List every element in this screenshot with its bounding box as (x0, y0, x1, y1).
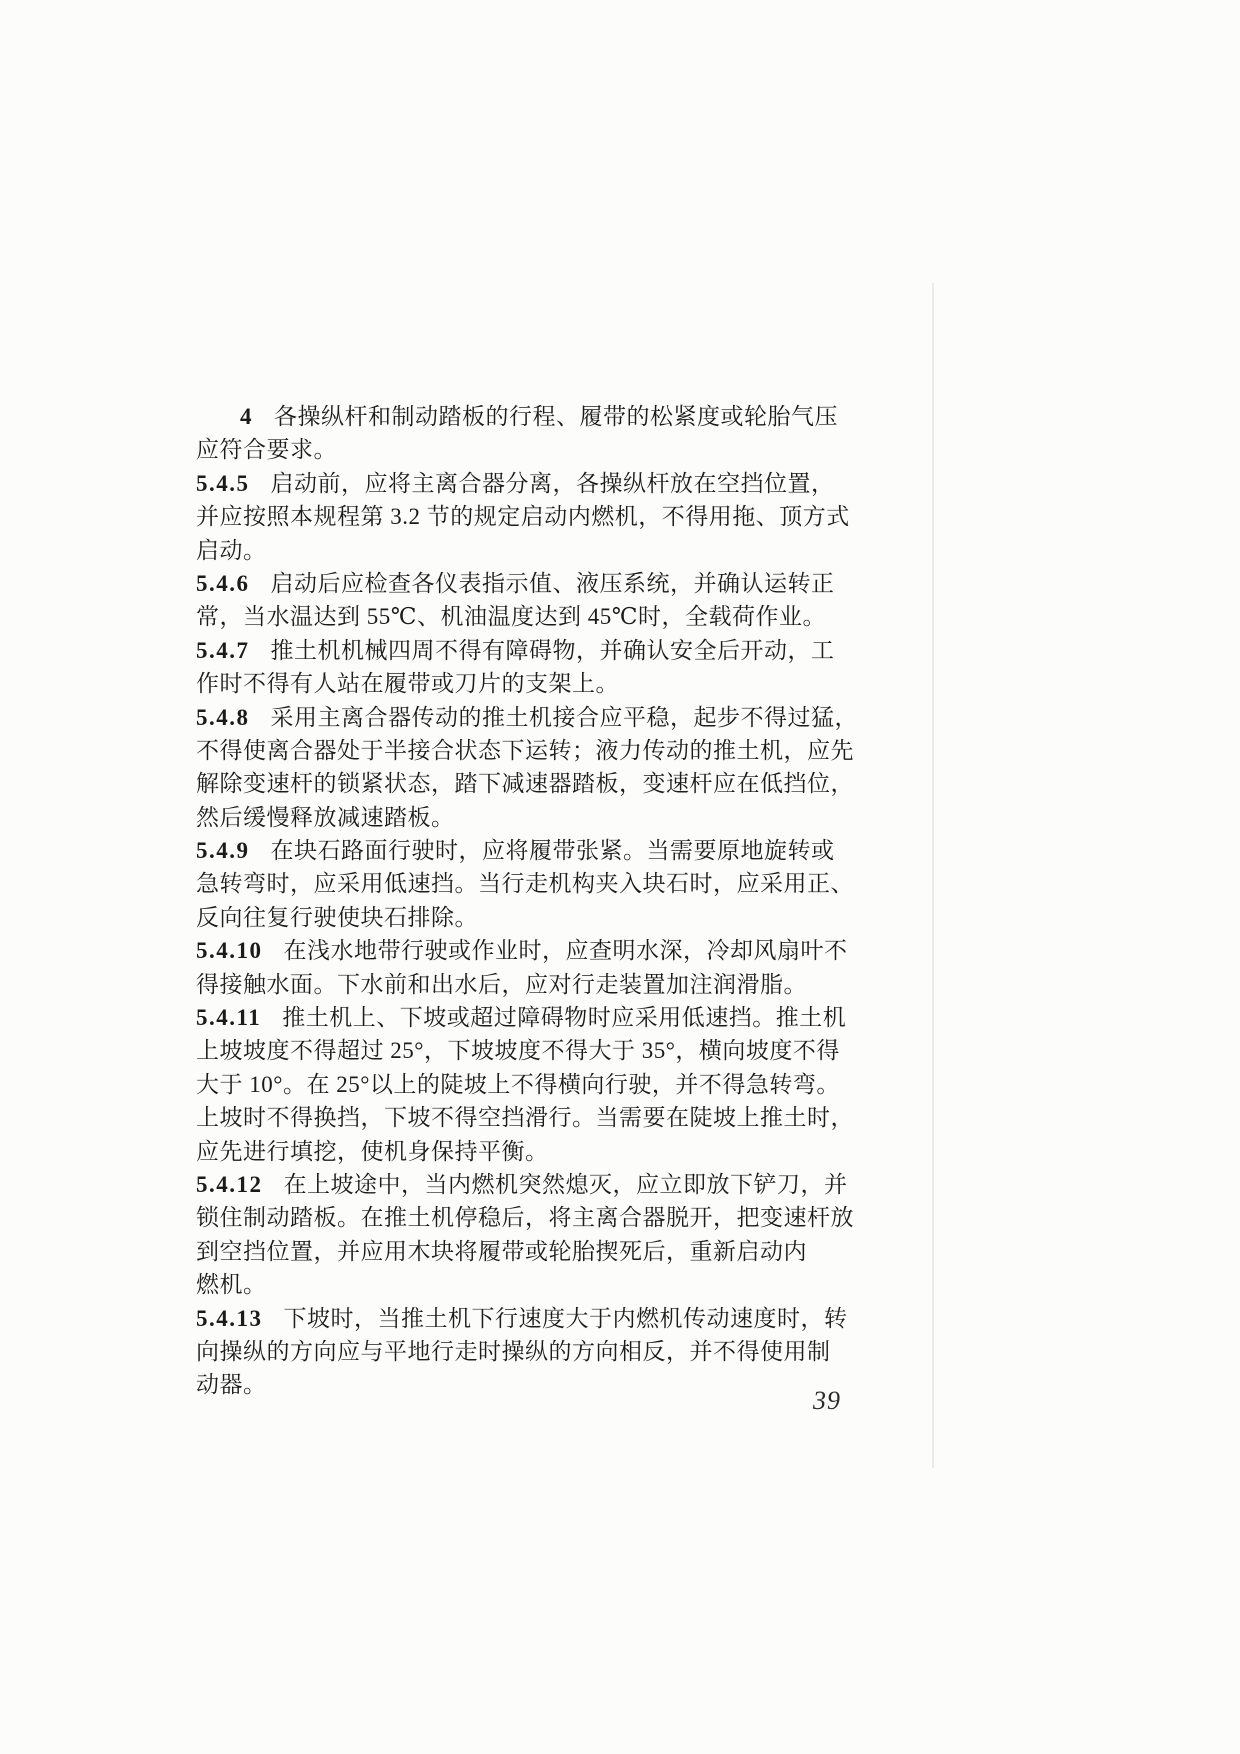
text-line (196, 534, 836, 567)
text-line (196, 1368, 836, 1401)
line-text: 各操纵杆和制动踏板的行程、履带的松紧度或轮胎气压 (274, 404, 838, 429)
clause-line (196, 467, 836, 500)
clause-number: 5.4.9 (196, 838, 250, 864)
text-line (196, 433, 836, 466)
line-text: 大于 10°。在 25°以上的陡坡上不得横向行驶，并不得急转弯。 (196, 1071, 840, 1097)
line-text: 上坡坡度不得超过 25°，下坡坡度不得大于 35°，横向坡度不得 (196, 1038, 840, 1064)
text-line (196, 1068, 840, 1101)
line-text: 得接触水面。下水前和出水后，应对行走装置加注润滑脂。 (196, 971, 807, 997)
clause-number: 5.4.11 (196, 1005, 262, 1031)
line-text: 启动。 (196, 537, 267, 563)
clause-line (196, 1302, 848, 1335)
text-line (196, 1101, 854, 1134)
line-text: 燃机。 (196, 1272, 267, 1298)
line-text: 在块石路面行驶时，应将履带张紧。当需要原地旋转或 (270, 838, 835, 864)
line-text: 推土机上、下坡或超过障碍物时应采用低速挡。推土机 (282, 1005, 847, 1031)
clause-line (196, 1168, 848, 1201)
line-text: 启动前，应将主离合器分离，各操纵杆放在空挡位置， (270, 470, 835, 496)
line-text: 在上坡途中，当内燃机突然熄灭，应立即放下铲刀，并 (283, 1171, 848, 1197)
text-line (196, 600, 836, 633)
clause-number: 5.4.6 (196, 570, 250, 596)
text-line (196, 1135, 836, 1168)
line-text: 常，当水温达到 55℃、机油温度达到 45℃时，全载荷作业。 (196, 604, 826, 630)
line-text: 不得使离合器处于半接合状态下运转；液力传动的推土机，应先 (196, 737, 854, 763)
text-line (196, 667, 836, 700)
line-text: 采用主离合器传动的推土机接合应平稳，起步不得过猛， (270, 704, 858, 730)
line-text: 然后缓慢释放减速踏板。 (196, 804, 455, 830)
line-text: 向操纵的方向应与平地行走时操纵的方向相反，并不得使用制 (196, 1338, 831, 1364)
text-line (196, 901, 836, 934)
line-text: 应先进行填挖，使机身保持平衡。 (196, 1138, 549, 1164)
text-line (196, 500, 850, 533)
text-line (196, 801, 836, 834)
scan-edge-line (932, 283, 934, 1468)
clause-number: 5.4.10 (196, 938, 263, 964)
clause-line (196, 1001, 847, 1034)
line-text: 作时不得有人站在履带或刀片的支架上。 (196, 671, 619, 697)
clause-line (196, 934, 848, 967)
text-line (196, 734, 854, 767)
clause-line (196, 701, 858, 734)
clause-line (196, 400, 836, 433)
text-line (196, 767, 854, 800)
clause-number: 4 (240, 404, 253, 429)
text-line (196, 1034, 840, 1067)
clause-line (196, 567, 836, 600)
line-text: 解除变速杆的锁紧状态，踏下减速器踏板，变速杆应在低挡位， (196, 771, 854, 797)
line-text: 并应按照本规程第 3.2 节的规定启动内燃机，不得用拖、顶方式 (196, 504, 850, 530)
line-text: 急转弯时，应采用低速挡。当行走机构夹入块石时，应采用正、 (196, 871, 854, 897)
clause-number: 5.4.13 (196, 1305, 263, 1331)
line-text: 锁住制动踏板。在推土机停稳后，将主离合器脱开，把变速杆放 (196, 1205, 854, 1231)
line-text: 应符合要求。 (196, 437, 337, 463)
line-text: 到空挡位置，并应用木块将履带或轮胎揳死后，重新启动内 (196, 1238, 807, 1264)
text-line (196, 867, 854, 900)
text-line (196, 1335, 836, 1368)
text-line (196, 968, 836, 1001)
line-text: 动器。 (196, 1372, 267, 1398)
line-text: 反向往复行驶使块石排除。 (196, 904, 478, 930)
clause-number: 5.4.12 (196, 1171, 263, 1197)
line-text: 上坡时不得换挡，下坡不得空挡滑行。当需要在陡坡上推土时， (196, 1105, 854, 1131)
clause-number: 5.4.8 (196, 704, 250, 730)
text-line (196, 1235, 836, 1268)
page-number: 39 (813, 1386, 841, 1415)
clause-number: 5.4.5 (196, 470, 250, 496)
line-text: 启动后应检查各仪表指示值、液压系统，并确认运转正 (270, 570, 835, 596)
clause-line (196, 834, 836, 867)
line-text: 在浅水地带行驶或作业时，应查明水深，冷却风扇叶不 (283, 938, 848, 964)
line-text: 下坡时，当推土机下行速度大于内燃机传动速度时，转 (283, 1305, 848, 1331)
line-text: 推土机机械四周不得有障碍物，并确认安全后开动，工 (270, 637, 835, 663)
clause-number: 5.4.7 (196, 637, 250, 663)
text-line (196, 1268, 836, 1301)
clause-line (196, 634, 836, 667)
text-line (196, 1201, 854, 1234)
